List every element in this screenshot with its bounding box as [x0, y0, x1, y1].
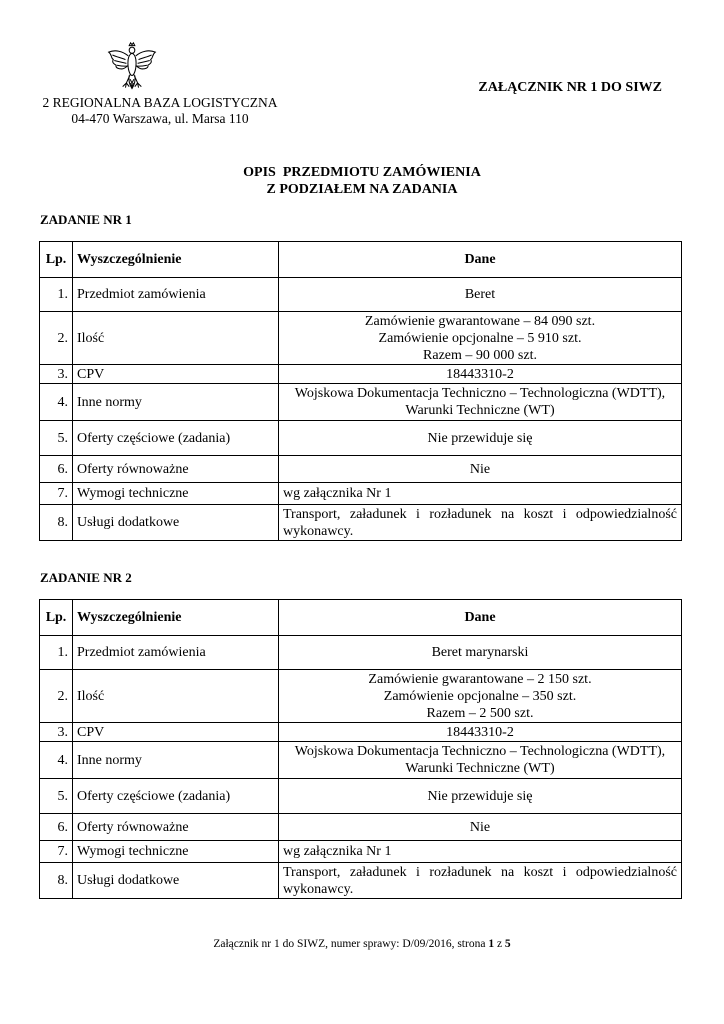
row-value: [279, 742, 682, 779]
row-label: CPV: [73, 723, 279, 742]
task-1-table: [39, 241, 682, 541]
table-row: [40, 863, 682, 899]
task-2-heading: ZADANIE NR 2: [40, 570, 132, 585]
row-number: 2.: [40, 312, 73, 365]
row-value: [279, 384, 682, 421]
row-number: 8.: [40, 863, 73, 899]
table-row: [40, 278, 682, 312]
row-number: 5.: [40, 421, 73, 456]
row-value: Nie przewiduje się: [279, 779, 682, 814]
row-label: Usługi dodatkowe: [73, 505, 279, 541]
table-header-row: [40, 600, 682, 636]
column-header-data: Dane: [279, 600, 682, 636]
row-number: 7.: [40, 483, 73, 505]
row-value: Beret marynarski: [279, 636, 682, 670]
table-row: [40, 312, 682, 365]
table-header-row: [40, 242, 682, 278]
row-number: 5.: [40, 779, 73, 814]
task-1-heading: ZADANIE NR 1: [40, 212, 132, 227]
table-row: [40, 636, 682, 670]
norms-line-2: Warunki Techniczne (WT): [405, 403, 555, 418]
table-row: [40, 841, 682, 863]
norms-line-2: Warunki Techniczne (WT): [405, 761, 555, 776]
task-2-table: [39, 599, 682, 899]
quantity-optional: Zamówienie opcjonalne – 350 szt.: [383, 688, 577, 704]
row-label: Wymogi techniczne: [73, 483, 279, 505]
row-label: Przedmiot zamówienia: [73, 636, 279, 670]
table-row: [40, 723, 682, 742]
row-label: Wymogi techniczne: [73, 841, 279, 863]
polish-eagle-emblem-icon: [104, 40, 160, 96]
table-row: [40, 365, 682, 384]
row-number: 3.: [40, 365, 73, 384]
document-title-line-1: OPIS PRZEDMIOTU ZAMÓWIENIA: [243, 165, 481, 180]
quantity-guaranteed: Zamówienie gwarantowane – 2 150 szt.: [368, 671, 592, 687]
footer-of: z: [496, 938, 503, 950]
organization-name: 2 REGIONALNA BAZA LOGISTYCZNA: [42, 95, 278, 110]
quantity-total: Razem – 90 000 szt.: [423, 347, 537, 363]
column-header-lp: Lp.: [40, 242, 73, 278]
table-row: [40, 505, 682, 541]
row-number: 1.: [40, 278, 73, 312]
footer-page-total: 5: [504, 938, 511, 950]
table-row: [40, 742, 682, 779]
table-row: [40, 421, 682, 456]
row-value: wg załącznika Nr 1: [279, 841, 682, 863]
document-title-line-2: Z PODZIAŁEM NA ZADANIA: [266, 182, 458, 197]
row-label: Inne normy: [73, 742, 279, 779]
quantity-guaranteed: Zamówienie gwarantowane – 84 090 szt.: [364, 313, 596, 329]
row-number: 1.: [40, 636, 73, 670]
attachment-label: ZAŁĄCZNIK NR 1 DO SIWZ: [478, 80, 662, 95]
row-value: Transport, załadunek i rozładunek na koszt i odpowiedzialność wykonawcy.: [279, 505, 682, 541]
row-value: Beret: [279, 278, 682, 312]
table-row: [40, 779, 682, 814]
document-title: [0, 164, 724, 198]
row-value: Nie: [279, 814, 682, 841]
row-value: [279, 312, 682, 365]
footer-text: Załącznik nr 1 do SIWZ, numer sprawy: D/09/2016, strona: [213, 938, 486, 950]
row-value: wg załącznika Nr 1: [279, 483, 682, 505]
quantity-optional: Zamówienie opcjonalne – 5 910 szt.: [378, 330, 582, 346]
row-number: 3.: [40, 723, 73, 742]
row-value: 18443310-2: [279, 365, 682, 384]
row-number: 2.: [40, 670, 73, 723]
footer-page-number: 1: [488, 938, 495, 950]
column-header-lp: Lp.: [40, 600, 73, 636]
norms-line-1: Wojskowa Dokumentacja Techniczno – Technologiczna (WDTT),: [294, 744, 666, 759]
table-row: [40, 814, 682, 841]
row-number: 4.: [40, 742, 73, 779]
organization-address: 04-470 Warszawa, ul. Marsa 110: [71, 111, 249, 126]
row-value: [279, 670, 682, 723]
row-label: CPV: [73, 365, 279, 384]
row-value: Nie przewiduje się: [279, 421, 682, 456]
row-number: 7.: [40, 841, 73, 863]
norms-line-1: Wojskowa Dokumentacja Techniczno – Technologiczna (WDTT),: [294, 386, 666, 401]
row-value: 18443310-2: [279, 723, 682, 742]
row-label: Oferty częściowe (zadania): [73, 779, 279, 814]
row-value: Nie: [279, 456, 682, 483]
quantity-total: Razem – 2 500 szt.: [426, 705, 534, 721]
table-row: [40, 456, 682, 483]
row-number: 6.: [40, 814, 73, 841]
row-number: 4.: [40, 384, 73, 421]
row-label: Ilość: [73, 312, 279, 365]
column-header-data: Dane: [279, 242, 682, 278]
row-label: Oferty częściowe (zadania): [73, 421, 279, 456]
row-label: Ilość: [73, 670, 279, 723]
row-value: Transport, załadunek i rozładunek na koszt i odpowiedzialność wykonawcy.: [279, 863, 682, 899]
row-label: Usługi dodatkowe: [73, 863, 279, 899]
row-label: Przedmiot zamówienia: [73, 278, 279, 312]
column-header-spec: Wyszczególnienie: [73, 242, 279, 278]
table-row: [40, 670, 682, 723]
row-label: Oferty równoważne: [73, 456, 279, 483]
page-footer: [0, 938, 724, 950]
table-row: [40, 483, 682, 505]
table-row: [40, 384, 682, 421]
row-number: 8.: [40, 505, 73, 541]
row-label: Oferty równoważne: [73, 814, 279, 841]
row-label: Inne normy: [73, 384, 279, 421]
row-number: 6.: [40, 456, 73, 483]
column-header-spec: Wyszczególnienie: [73, 600, 279, 636]
